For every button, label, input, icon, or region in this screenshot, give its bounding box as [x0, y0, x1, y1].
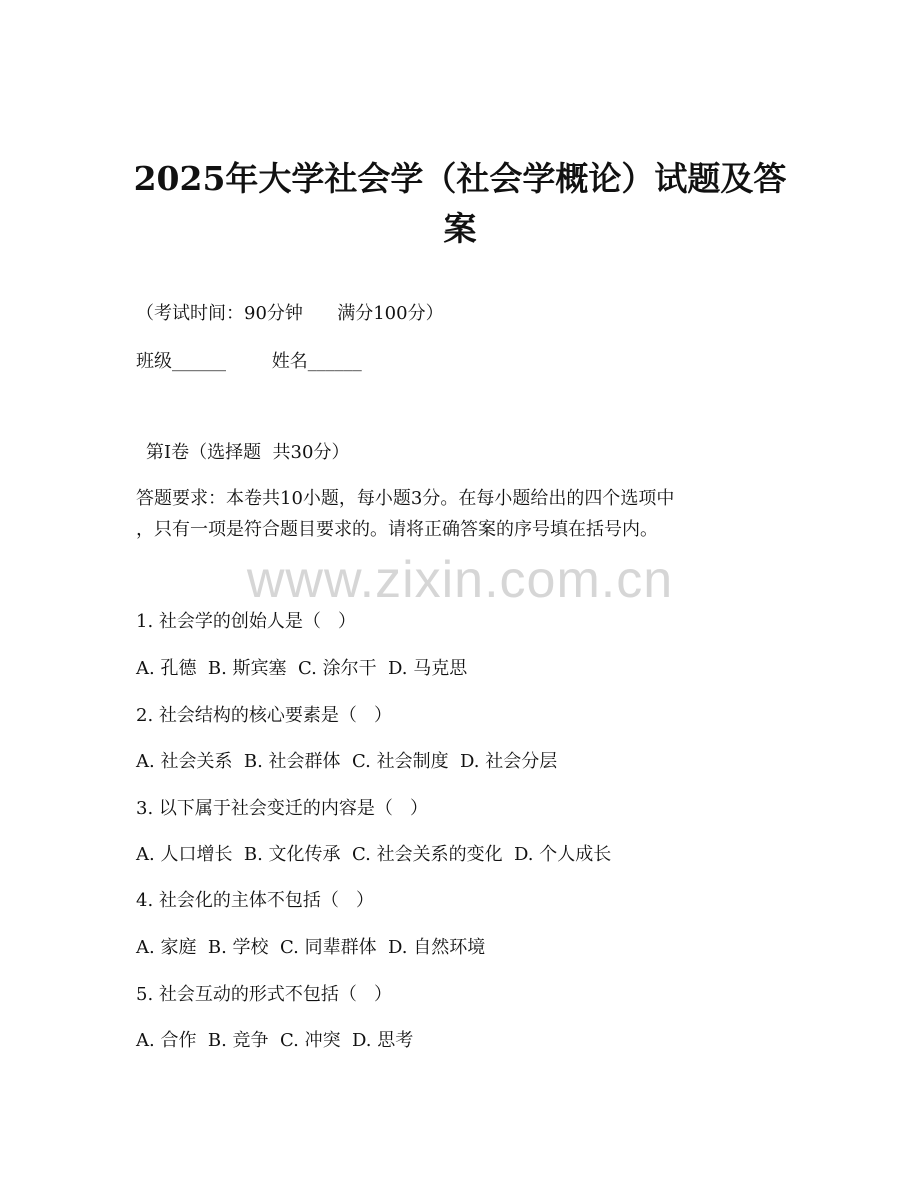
question-3: 3. 以下属于社会变迁的内容是（ ）: [136, 798, 429, 819]
section-heading: 第I卷（选择题 共30分）: [146, 442, 350, 463]
question-3-options: A. 人口增长 B. 文化传承 C. 社会关系的变化 D. 个人成长: [136, 844, 612, 865]
instructions-line2: ，只有一项是符合题目要求的。请将正确答案的序号填在括号内。: [136, 519, 658, 540]
question-4-options: A. 家庭 B. 学校 C. 同辈群体 D. 自然环境: [136, 937, 486, 958]
student-info: 班级______ 姓名______: [136, 351, 362, 372]
question-1: 1. 社会学的创始人是（ ）: [136, 611, 357, 632]
question-5: 5. 社会互动的形式不包括（ ）: [136, 984, 393, 1005]
question-5-options: A. 合作 B. 竞争 C. 冲突 D. 思考: [136, 1030, 414, 1051]
document-title-line1: 2025年大学社会学（社会学概论）试题及答: [133, 159, 787, 198]
question-4: 4. 社会化的主体不包括（ ）: [136, 890, 375, 911]
question-1-options: A. 孔德 B. 斯宾塞 C. 涂尔干 D. 马克思: [136, 658, 468, 679]
question-2: 2. 社会结构的核心要素是（ ）: [136, 705, 393, 726]
document-title-line2: 案: [443, 209, 477, 248]
watermark: www.zixin.com.cn: [246, 551, 674, 609]
question-2-options: A. 社会关系 B. 社会群体 C. 社会制度 D. 社会分层: [136, 751, 558, 772]
instructions-line1: 答题要求：本卷共10小题，每小题3分。在每小题给出的四个选项中: [136, 488, 675, 509]
exam-info: （考试时间：90分钟 满分100分）: [136, 303, 444, 324]
